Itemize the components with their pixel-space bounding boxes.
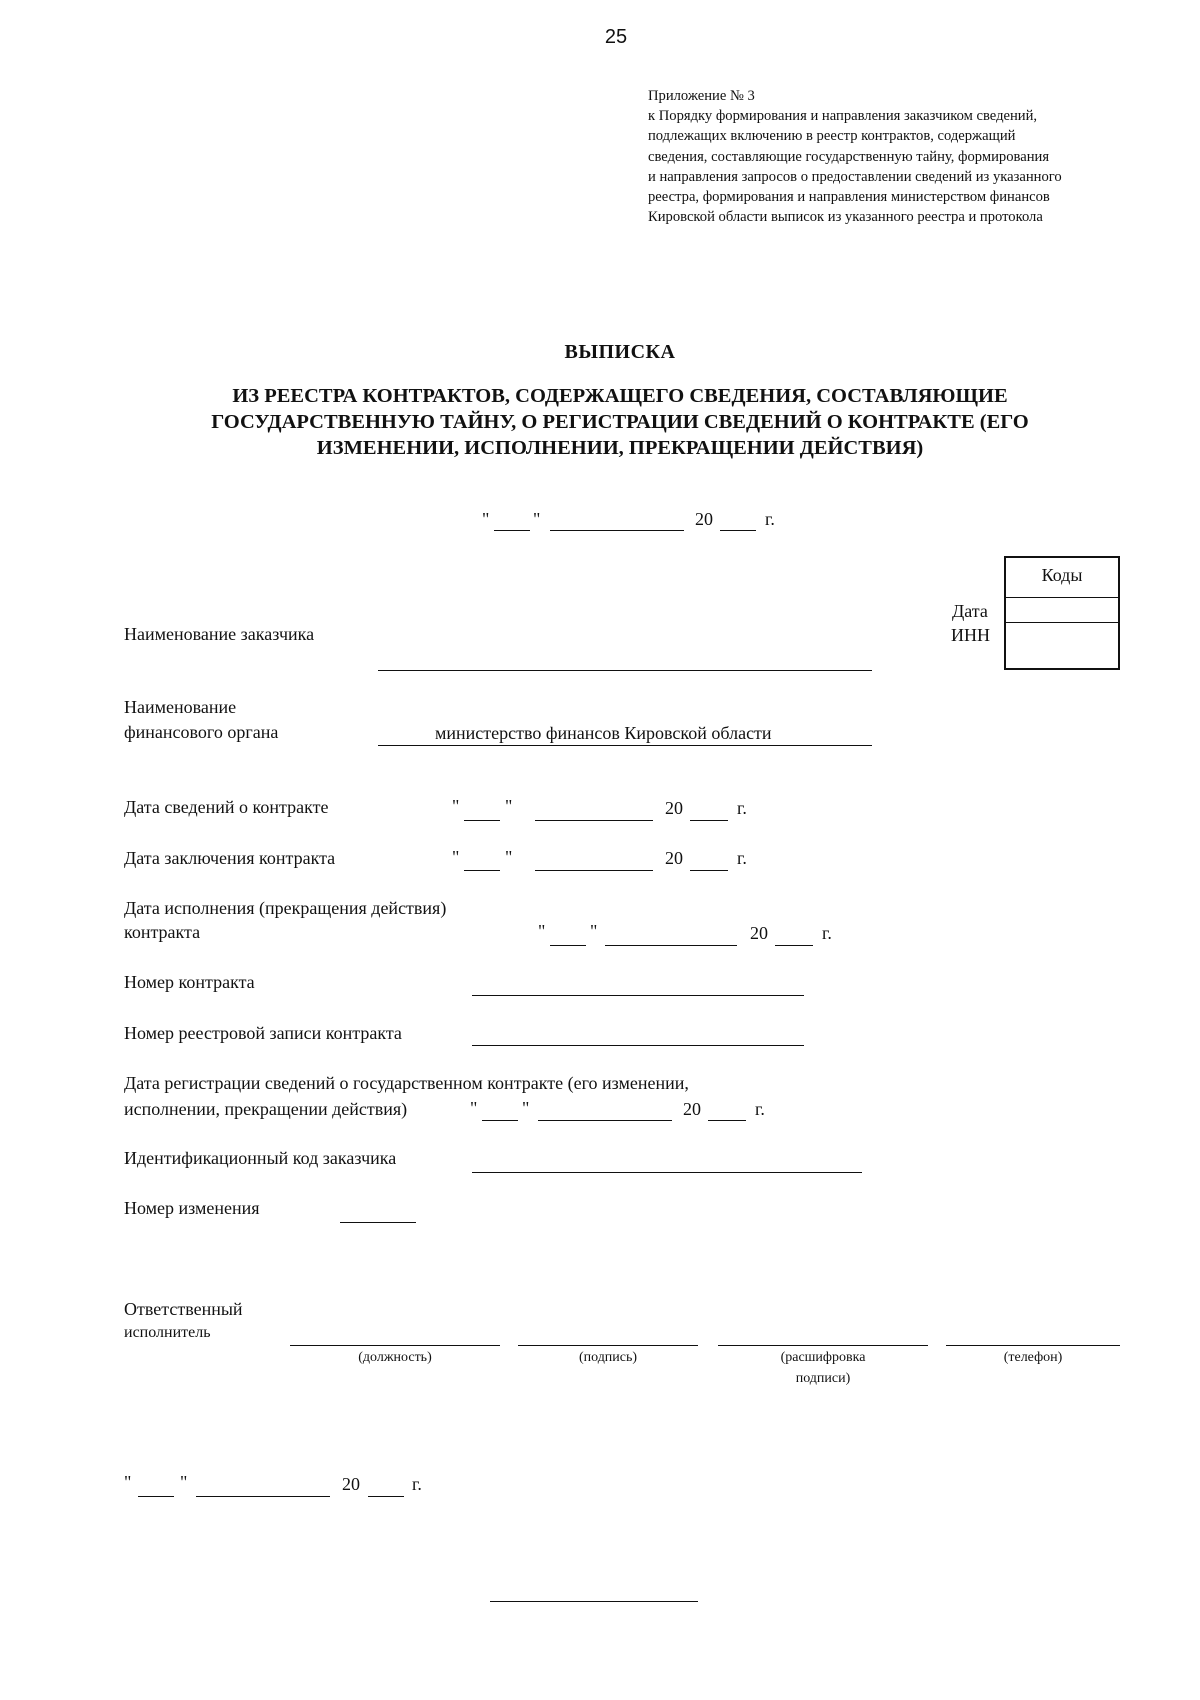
- signature-field[interactable]: [518, 1345, 698, 1346]
- registration-date-label: Дата регистрации сведений о государственном контракте (его изменении,: [124, 1073, 689, 1093]
- contract-number-label: Номер контракта: [124, 972, 255, 992]
- footer-date-day[interactable]: [138, 1496, 174, 1497]
- info-date-year[interactable]: [690, 820, 728, 821]
- position-caption: (должность): [358, 1350, 432, 1365]
- conclusion-date-label: Дата заключения контракта: [124, 848, 336, 868]
- signature-caption: (подпись): [578, 1350, 638, 1365]
- subtitle-line: ГОСУДАРСТВЕННУЮ ТАЙНУ, О РЕГИСТРАЦИИ СВЕДЕНИЙ О КОНТРАКТЕ (ЕГО: [211, 411, 1029, 433]
- decoding-field[interactable]: [718, 1345, 928, 1346]
- appendix-line: и направления запросов о предоставлении сведений из указанного: [648, 168, 1062, 185]
- decoding-caption-2: подписи): [795, 1371, 851, 1386]
- footer-date-year[interactable]: [368, 1496, 404, 1497]
- execution-date-label-2: контракта: [124, 922, 201, 942]
- document-subtitle: [0, 383, 1200, 461]
- conclusion-date-month[interactable]: [535, 870, 653, 871]
- decoding-caption: (расшифровка: [780, 1350, 866, 1365]
- day-blank[interactable]: [494, 530, 530, 531]
- change-number-label: Номер изменения: [124, 1198, 260, 1218]
- appendix-line: к Порядку формирования и направления заказчиком сведений,: [648, 108, 1038, 125]
- info-date-day[interactable]: [464, 820, 500, 821]
- closing-separator: [490, 1601, 698, 1602]
- responsible-label-2: исполнитель: [124, 1324, 211, 1341]
- customer-id-code-field[interactable]: [472, 1172, 862, 1173]
- registry-number-field[interactable]: [472, 1045, 804, 1046]
- registry-number-label: Номер реестровой записи контракта: [124, 1023, 402, 1043]
- appendix-line: Приложение № 3: [648, 88, 755, 104]
- customer-name-field[interactable]: [378, 670, 872, 671]
- change-number-field[interactable]: [340, 1222, 416, 1223]
- contract-number-field[interactable]: [472, 995, 804, 996]
- appendix-reference: [648, 86, 1062, 227]
- codes-inn-label: ИНН: [951, 625, 990, 645]
- fin-org-label: Наименование: [124, 697, 237, 717]
- info-date-label: Дата сведений о контракте: [124, 797, 329, 817]
- registration-date-year[interactable]: [708, 1120, 746, 1121]
- responsible-label: Ответственный: [124, 1299, 243, 1319]
- info-date-month[interactable]: [535, 820, 653, 821]
- fin-org-field: [378, 745, 872, 746]
- conclusion-date-day[interactable]: [464, 870, 500, 871]
- customer-id-code-label: Идентификационный код заказчика: [124, 1148, 397, 1168]
- registration-date-month[interactable]: [538, 1120, 672, 1121]
- year-blank[interactable]: [720, 530, 756, 531]
- codes-inn-cell[interactable]: [1006, 623, 1118, 668]
- fin-org-value: министерство финансов Кировской области: [435, 723, 772, 743]
- codes-date-cell[interactable]: [1006, 598, 1118, 623]
- registration-date-day[interactable]: [482, 1120, 518, 1121]
- codes-table: [1004, 556, 1120, 670]
- execution-date-label: Дата исполнения (прекращения действия): [124, 898, 447, 918]
- phone-field[interactable]: [946, 1345, 1120, 1346]
- execution-date-day[interactable]: [550, 945, 586, 946]
- subtitle-line: ИЗМЕНЕНИИ, ИСПОЛНЕНИИ, ПРЕКРАЩЕНИИ ДЕЙСТВИЯ): [316, 437, 924, 459]
- registration-date-label-2: исполнении, прекращении действия): [124, 1099, 408, 1119]
- codes-header: Коды: [1006, 558, 1118, 598]
- phone-caption: (телефон): [1003, 1350, 1063, 1365]
- footer-date-month[interactable]: [196, 1496, 330, 1497]
- appendix-line: сведения, составляющие государственную тайну, формирования: [648, 148, 1050, 165]
- execution-date-month[interactable]: [605, 945, 737, 946]
- codes-date-label: Дата: [952, 601, 988, 621]
- month-blank[interactable]: [550, 530, 684, 531]
- customer-name-label: Наименование заказчика: [124, 624, 315, 644]
- fin-org-label-2: финансового органа: [124, 722, 279, 742]
- appendix-line: подлежащих включению в реестр контрактов, содержащий: [648, 128, 1016, 145]
- document-title: ВЫПИСКА: [564, 341, 676, 363]
- position-field[interactable]: [290, 1345, 500, 1346]
- subtitle-line: ИЗ РЕЕСТРА КОНТРАКТОВ, СОДЕРЖАЩЕГО СВЕДЕНИЯ, СОСТАВЛЯЮЩИЕ: [232, 385, 1008, 407]
- page-number: 25: [604, 26, 628, 48]
- conclusion-date-year[interactable]: [690, 870, 728, 871]
- appendix-line: реестра, формирования и направления министерством финансов: [648, 189, 1050, 206]
- execution-date-year[interactable]: [775, 945, 813, 946]
- appendix-line: Кировской области выписок из указанного реестра и протокола: [648, 209, 1043, 226]
